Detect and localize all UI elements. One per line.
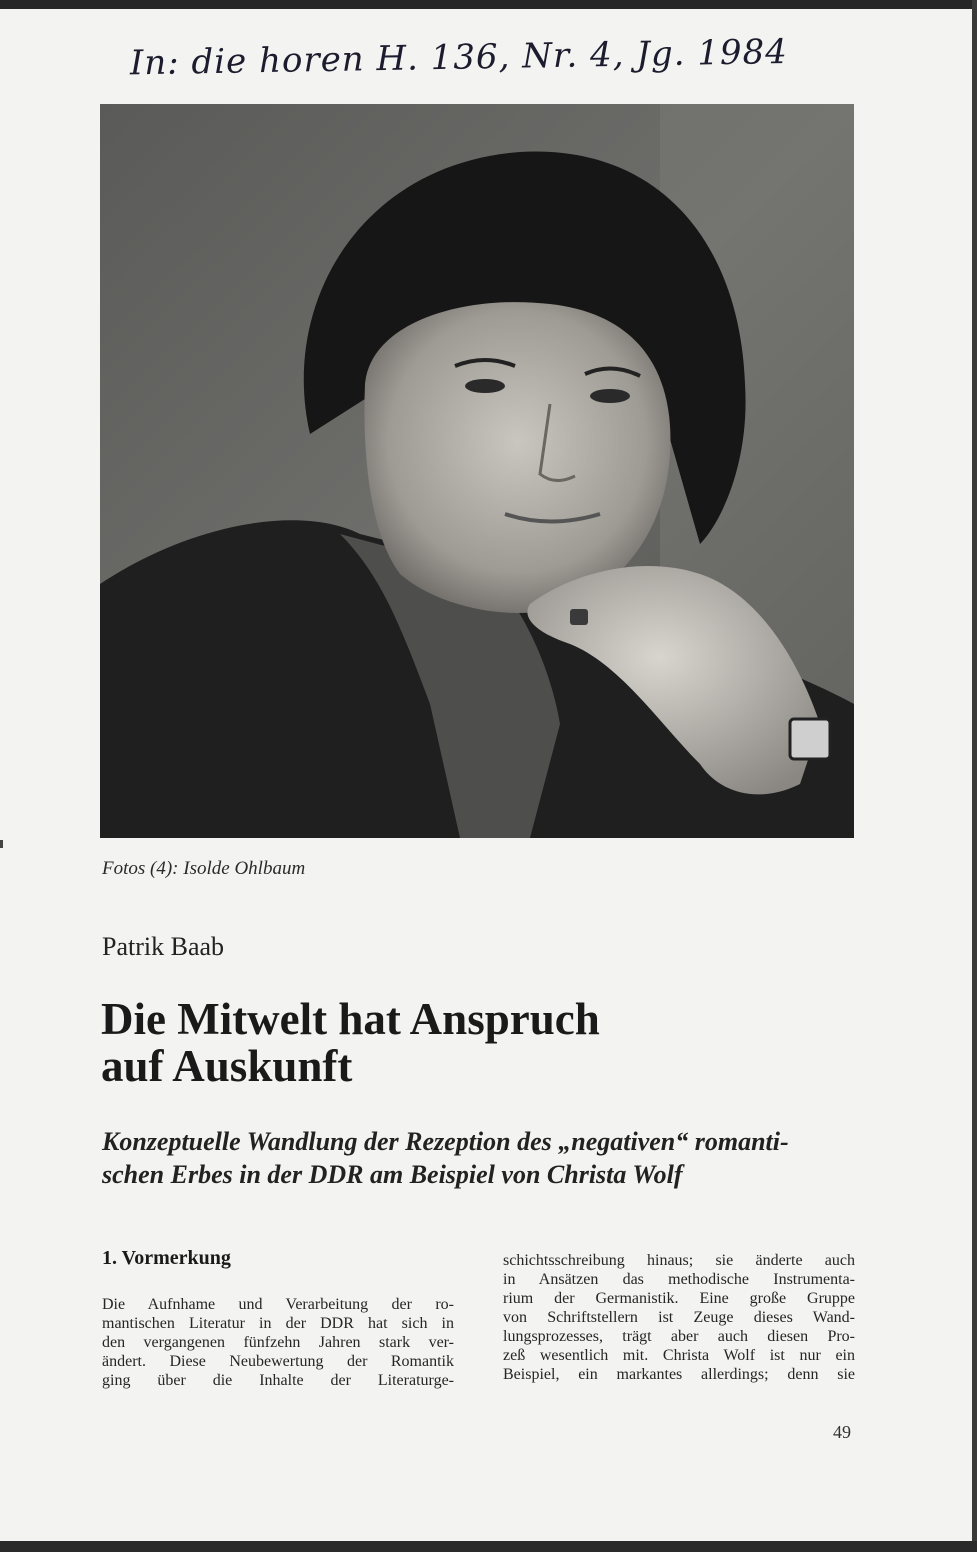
body-line: schichtsschreibung hinaus; sie änderte auch bbox=[503, 1252, 855, 1269]
subtitle-line-1: Konzeptuelle Wandlung der Rezeption des „negativen“ romanti- bbox=[102, 1127, 789, 1156]
body-line: rium der Germanistik. Eine große Gruppe bbox=[503, 1290, 855, 1307]
page-edge-mark bbox=[0, 840, 3, 848]
body-line: Die Aufnhame und Verarbeitung der ro- bbox=[102, 1296, 454, 1313]
handwritten-annotation: In: die horen H. 136, Nr. 4, Jg. 1984 bbox=[129, 31, 789, 84]
title-line-2: auf Auskunft bbox=[101, 1041, 353, 1091]
article-title bbox=[101, 996, 861, 1090]
photo-caption: Fotos (4): Isolde Ohlbaum bbox=[102, 858, 306, 879]
page-number: 49 bbox=[833, 1422, 851, 1442]
section-heading: 1. Vormerkung bbox=[102, 1247, 231, 1269]
subtitle-line-2: schen Erbes in der DDR am Beispiel von Christa Wolf bbox=[102, 1160, 683, 1189]
body-line: zeß wesentlich mit. Christa Wolf ist nur ein bbox=[503, 1347, 855, 1364]
body-line: ändert. Diese Neubewertung der Romantik bbox=[102, 1353, 454, 1370]
page-edge-bottom bbox=[0, 1541, 977, 1552]
page-edge-right bbox=[972, 0, 977, 1552]
body-line: ging über die Inhalte der Literaturge- bbox=[102, 1372, 454, 1389]
body-line: den vergangenen fünfzehn Jahren stark ver- bbox=[102, 1334, 454, 1351]
body-line: lungsprozesses, trägt aber auch diesen Pro- bbox=[503, 1328, 855, 1345]
body-column-right bbox=[503, 1251, 855, 1384]
body-line: mantischen Literatur in der DDR hat sich in bbox=[102, 1315, 454, 1332]
body-line: in Ansätzen das methodische Instrumenta- bbox=[503, 1271, 855, 1288]
body-line: von Schriftstellern ist Zeuge dieses Wand- bbox=[503, 1309, 855, 1326]
page-edge-top bbox=[0, 0, 977, 9]
author-name: Patrik Baab bbox=[102, 932, 225, 961]
body-column-left bbox=[102, 1295, 454, 1390]
portrait-photo bbox=[100, 104, 854, 838]
watch bbox=[790, 719, 830, 759]
article-subtitle bbox=[102, 1125, 862, 1191]
portrait-illustration bbox=[100, 104, 854, 838]
body-line: Beispiel, ein markantes allerdings; denn sie bbox=[503, 1366, 855, 1383]
face bbox=[364, 302, 670, 613]
title-line-1: Die Mitwelt hat Anspruch bbox=[101, 994, 600, 1044]
